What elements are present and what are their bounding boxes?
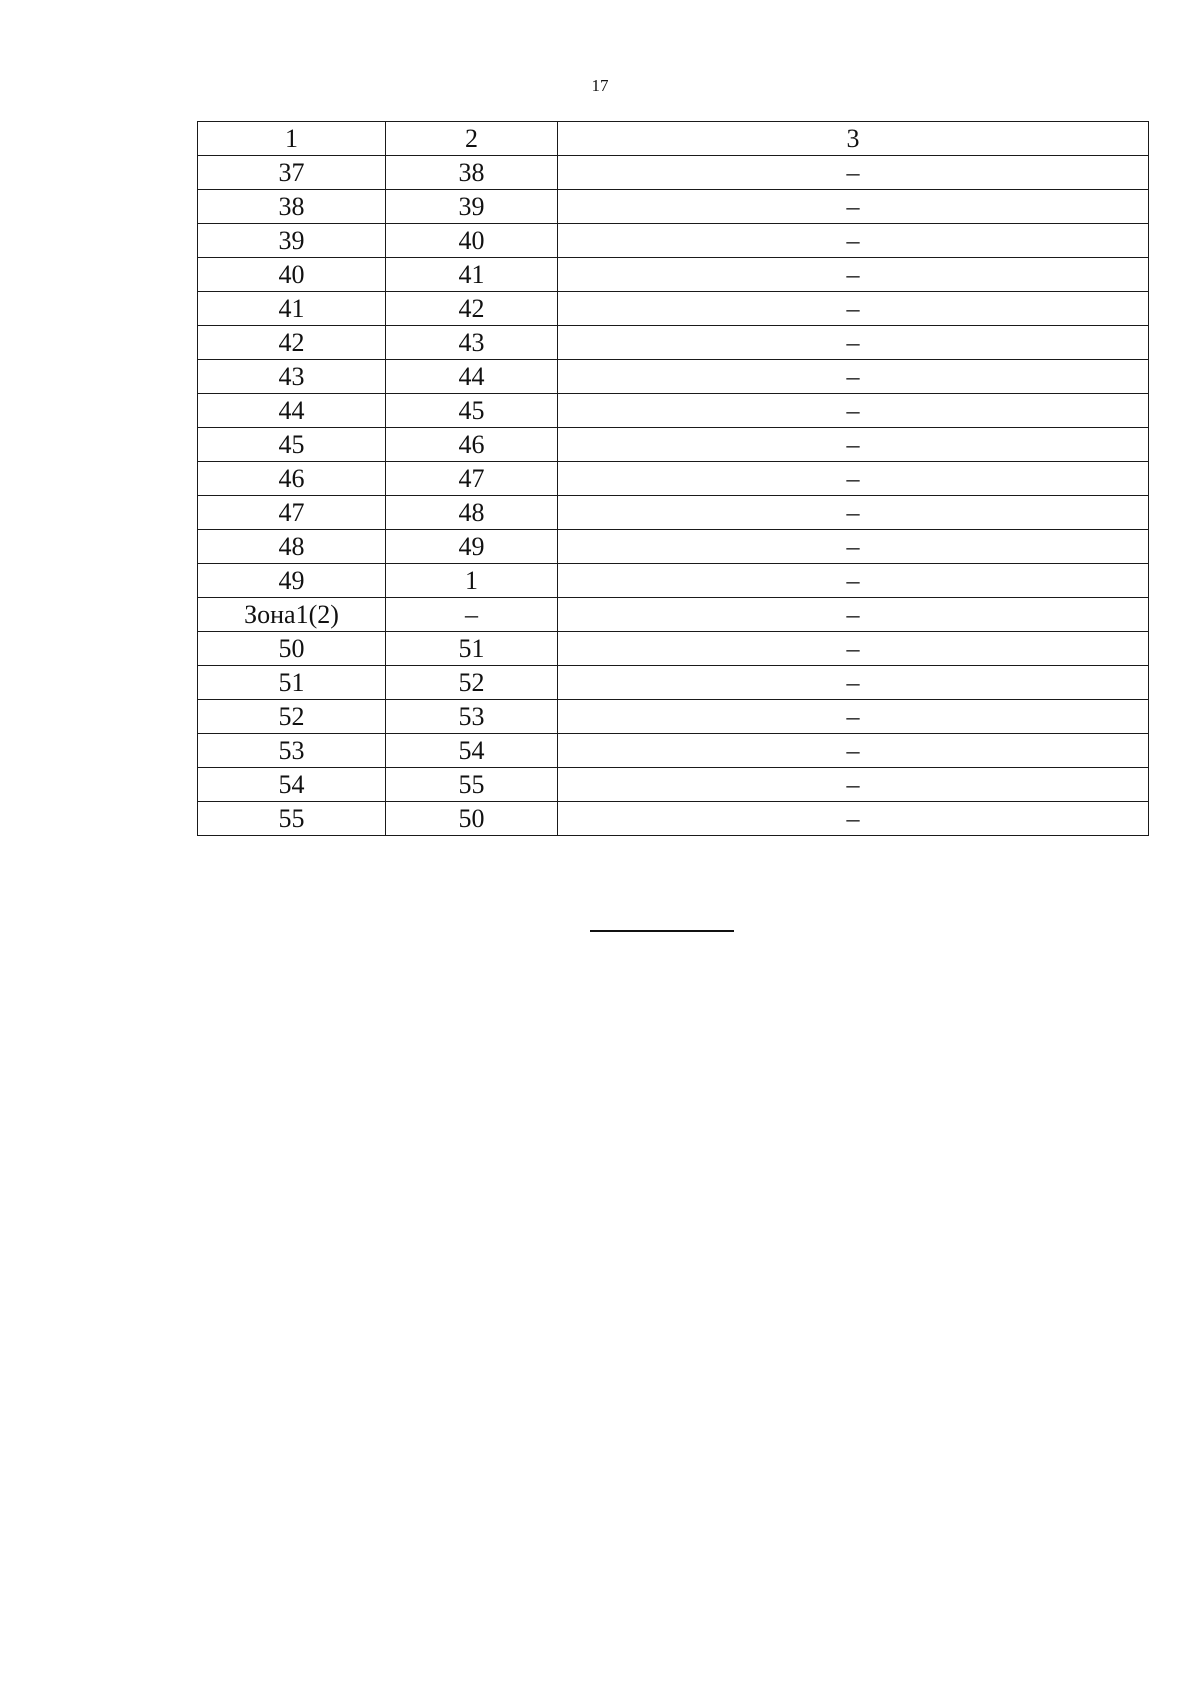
table-cell-col-2: 53 xyxy=(386,700,558,734)
table-cell-col-2: 44 xyxy=(386,360,558,394)
table-cell-col-2: 41 xyxy=(386,258,558,292)
header-cell-2: 2 xyxy=(386,122,558,156)
table-cell-col-3: – xyxy=(558,564,1149,598)
table-cell-col-3: – xyxy=(558,530,1149,564)
table-row xyxy=(198,258,1149,292)
table-cell-col-2: 55 xyxy=(386,768,558,802)
table-cell-col-2: 47 xyxy=(386,462,558,496)
table-cell-col-2: 39 xyxy=(386,190,558,224)
table-cell-col-3: – xyxy=(558,666,1149,700)
table-cell-col-3: – xyxy=(558,598,1149,632)
table-row xyxy=(198,394,1149,428)
table-cell-col-2: – xyxy=(386,598,558,632)
table-cell-col-2: 54 xyxy=(386,734,558,768)
table-cell-col-2: 48 xyxy=(386,496,558,530)
table-cell-col-3: – xyxy=(558,360,1149,394)
header-cell-3: 3 xyxy=(558,122,1149,156)
table-cell-col-3: – xyxy=(558,156,1149,190)
table-cell-col-1: 44 xyxy=(198,394,386,428)
table-row xyxy=(198,462,1149,496)
table-row xyxy=(198,326,1149,360)
table-cell-col-1: 46 xyxy=(198,462,386,496)
table-cell-col-3: – xyxy=(558,428,1149,462)
table-cell-col-3: – xyxy=(558,190,1149,224)
table-row xyxy=(198,802,1149,836)
table-cell-col-3: – xyxy=(558,632,1149,666)
table-cell-col-1: 40 xyxy=(198,258,386,292)
table-body xyxy=(198,122,1149,836)
page-number: 17 xyxy=(591,76,609,95)
coordinates-table xyxy=(197,121,1149,836)
table-cell-col-2: 51 xyxy=(386,632,558,666)
header-cell-1: 1 xyxy=(198,122,386,156)
table-cell-col-2: 52 xyxy=(386,666,558,700)
table-cell-col-3: – xyxy=(558,292,1149,326)
table-row xyxy=(198,734,1149,768)
table-cell-col-1: 39 xyxy=(198,224,386,258)
table-cell-col-1: 41 xyxy=(198,292,386,326)
table-cell-col-1: 45 xyxy=(198,428,386,462)
table-cell-col-2: 46 xyxy=(386,428,558,462)
table-cell-col-3: – xyxy=(558,734,1149,768)
table-cell-col-1: 50 xyxy=(198,632,386,666)
table-row xyxy=(198,632,1149,666)
table-cell-col-1: 54 xyxy=(198,768,386,802)
table-cell-col-1: 52 xyxy=(198,700,386,734)
table-cell-col-3: – xyxy=(558,496,1149,530)
table-cell-col-1: 43 xyxy=(198,360,386,394)
table-row xyxy=(198,530,1149,564)
table-cell-col-2: 43 xyxy=(386,326,558,360)
table-cell-col-3: – xyxy=(558,258,1149,292)
table-row xyxy=(198,496,1149,530)
table-cell-col-3: – xyxy=(558,462,1149,496)
table-cell-col-3: – xyxy=(558,802,1149,836)
table-cell-col-1: Зона1(2) xyxy=(198,598,386,632)
table-header-row xyxy=(198,122,1149,156)
table-cell-col-2: 40 xyxy=(386,224,558,258)
table-row xyxy=(198,156,1149,190)
table-cell-col-1: 38 xyxy=(198,190,386,224)
table-row xyxy=(198,598,1149,632)
end-of-document-rule xyxy=(590,930,734,932)
table-cell-col-1: 47 xyxy=(198,496,386,530)
table-cell-col-3: – xyxy=(558,326,1149,360)
table-cell-col-2: 45 xyxy=(386,394,558,428)
table-cell-col-3: – xyxy=(558,768,1149,802)
table-row xyxy=(198,700,1149,734)
table-cell-col-3: – xyxy=(558,224,1149,258)
table-row xyxy=(198,224,1149,258)
table-cell-col-1: 51 xyxy=(198,666,386,700)
table-row xyxy=(198,564,1149,598)
table-cell-col-1: 42 xyxy=(198,326,386,360)
table-cell-col-2: 1 xyxy=(386,564,558,598)
table-cell-col-2: 49 xyxy=(386,530,558,564)
table-row xyxy=(198,360,1149,394)
table-cell-col-2: 42 xyxy=(386,292,558,326)
table-row xyxy=(198,428,1149,462)
table-row xyxy=(198,292,1149,326)
table-row xyxy=(198,666,1149,700)
table-cell-col-3: – xyxy=(558,394,1149,428)
table-cell-col-1: 49 xyxy=(198,564,386,598)
table-row xyxy=(198,190,1149,224)
table-cell-col-1: 55 xyxy=(198,802,386,836)
table-cell-col-2: 38 xyxy=(386,156,558,190)
table-cell-col-2: 50 xyxy=(386,802,558,836)
table-cell-col-3: – xyxy=(558,700,1149,734)
table-cell-col-1: 48 xyxy=(198,530,386,564)
table-row xyxy=(198,768,1149,802)
table-cell-col-1: 53 xyxy=(198,734,386,768)
table-cell-col-1: 37 xyxy=(198,156,386,190)
